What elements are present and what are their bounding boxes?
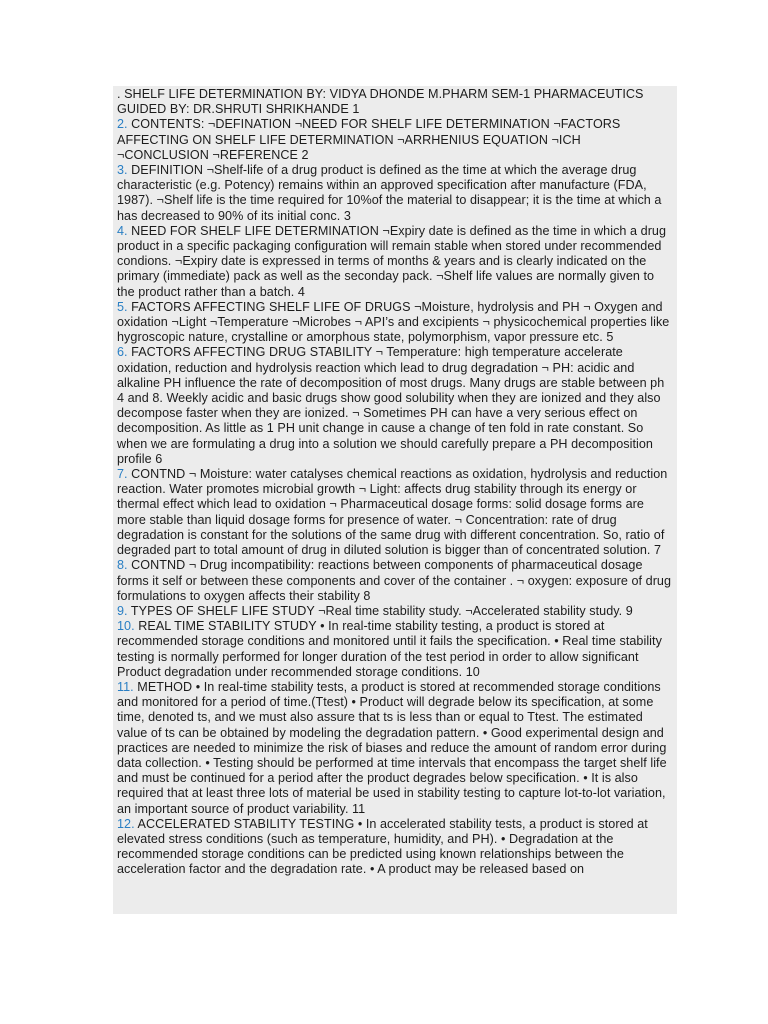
paragraph-text: . SHELF LIFE DETERMINATION BY: VIDYA DHONDE M.PHARM SEM-1 PHARMACEUTICS GUIDED BY: DR.SHRUTI SHRIKHANDE 1 [117,87,644,117]
slide-number-link[interactable]: 3. [117,163,128,178]
paragraph-definition [117,163,673,224]
slide-number-link[interactable]: 6. [117,345,128,360]
document-page [113,86,677,914]
paragraph-text: DEFINITION ¬Shelf-life of a drug product is defined as the time at which the average drug characteristic (e.g. Potency) remains within an approved specification after manufacture (FDA, 1987). ¬Shelf life is the time required for 10%of the material to disappear; it is the time at which a has decreased to 90% of its initial conc. 3 [117,163,662,223]
paragraph-factors-stability [117,345,673,467]
paragraph-text: REAL TIME STABILITY STUDY • In real-time stability testing, a product is stored at recommended storage conditions and monitored until it fails the specification. • Real time stability testing is normally performed for longer duration of the test period in order to allow significant Product degradation under recommended storage conditions. 10 [117,619,662,679]
paragraph-text: CONTENTS: ¬DEFINATION ¬NEED FOR SHELF LIFE DETERMINATION ¬FACTORS AFFECTING ON SHELF LIFE DETERMINATION ¬ARRHENIUS EQUATION ¬ICH ¬CONCLUSION ¬REFERENCE 2 [117,117,621,162]
slide-number-link[interactable]: 9. [117,603,128,618]
slide-number-link[interactable]: 7. [117,467,128,482]
paragraph-accelerated [117,817,673,878]
paragraph-types [117,604,673,619]
paragraph-text: METHOD • In real-time stability tests, a product is stored at recommended storage conditions and monitored for a period of time.(Ttest) • Product will degrade below its specification, at some time, denoted ts, and we must also assure that ts is less than or equal to Ttest. The estimated value of ts can be obtained by modeling the degradation pattern. • Good experimental design and practices are needed to minimize the risk of biases and reduce the amount of random error during data collection. • Testing should be performed at time intervals that encompass the target shelf life and must be continued for a period after the product degrades below specification. • It is also required that at least three lots of material be used in stability testing to capture lot-to-lot variation, an important source of product variability. 11 [117,679,667,816]
paragraph-text: TYPES OF SHELF LIFE STUDY ¬Real time stability study. ¬Accelerated stability study. 9 [127,603,633,618]
paragraph-text: FACTORS AFFECTING SHELF LIFE OF DRUGS ¬Moisture, hydrolysis and PH ¬ Oxygen and oxidation ¬Light ¬Temperature ¬Microbes ¬ API’s and excipients ¬ physicochemical properties like hygroscopic nature, crystalline or amorphous state, polymorphism, vapor pressure etc. 5 [117,299,670,345]
slide-number-link[interactable]: 2. [117,117,128,132]
paragraph-contnd-1 [117,467,673,558]
slide-number-link[interactable]: 12. [117,816,135,831]
paragraph-factors-shelf-life [117,300,673,346]
slide-number-link[interactable]: 8. [117,558,128,573]
paragraph-contnd-2 [117,558,673,604]
paragraph-text: ACCELERATED STABILITY TESTING • In accelerated stability tests, a product is stored at elevated stress conditions (such as temperature, humidity, and PH). • Degradation at the recommended storage conditions can be predicted using known relationships between the acceleration factor and the degradation rate. • A product may be released based on [117,816,648,877]
slide-number-link[interactable]: 5. [117,299,128,314]
paragraph-method [117,680,673,817]
paragraph-text: CONTND ¬ Moisture: water catalyses chemical reactions as oxidation, hydrolysis and reduction reaction. Water promotes microbial growth ¬ Light: affects drug stability through its energy or thermal effect which lead to oxidation ¬ Pharmaceutical dosage forms: solid dosage forms are more stable than liquid dosage forms for presence of water. ¬ Concentration: rate of drug degradation is constant for the solutions of the same drug with different concentration. So, ratio of degraded part to total amount of drug in diluted solution is bigger than of concentrated solution. 7 [117,467,668,558]
paragraph-text: NEED FOR SHELF LIFE DETERMINATION ¬Expiry date is defined as the time in which a drug product in a specific packaging configuration will remain stable when stored under recommended condions. ¬Expiry date is expressed in terms of months & years and is clearly indicated on the primary (immediate) pack as well as the seconday pack. ¬Shelf life values are normally given to the product rather than a batch. 4 [117,223,667,299]
slide-number-link[interactable]: 10. [117,619,135,634]
paragraph-contents [117,117,673,163]
paragraph-need [117,224,673,300]
paragraph-text: FACTORS AFFECTING DRUG STABILITY ¬ Temperature: high temperature accelerate oxidation, reduction and hydrolysis reaction which lead to drug degradation ¬ PH: acidic and alkaline PH influence the rate of decomposition of most drugs. Many drugs are stable between ph 4 and 8. Weekly acidic and basic drugs show good solubility when they are ionized and they also decompose faster when they are ionized. ¬ Sometimes PH can have a very serious effect on decomposition. As little as 1 PH unit change in cause a change of ten fold in rate constant. So when we are formulating a drug into a solution we should carefully prepare a PH decomposition profile 6 [117,345,665,466]
paragraph-text: CONTND ¬ Drug incompatibility: reactions between components of pharmaceutical dosage forms it self or between these components and cover of the container . ¬ oxygen: exposure of drug formulations to oxygen affects their stability 8 [117,558,672,603]
slide-number-link[interactable]: 4. [117,223,128,238]
paragraph-title [117,87,673,117]
slide-number-link[interactable]: 11. [117,679,134,694]
paragraph-real-time [117,619,673,680]
